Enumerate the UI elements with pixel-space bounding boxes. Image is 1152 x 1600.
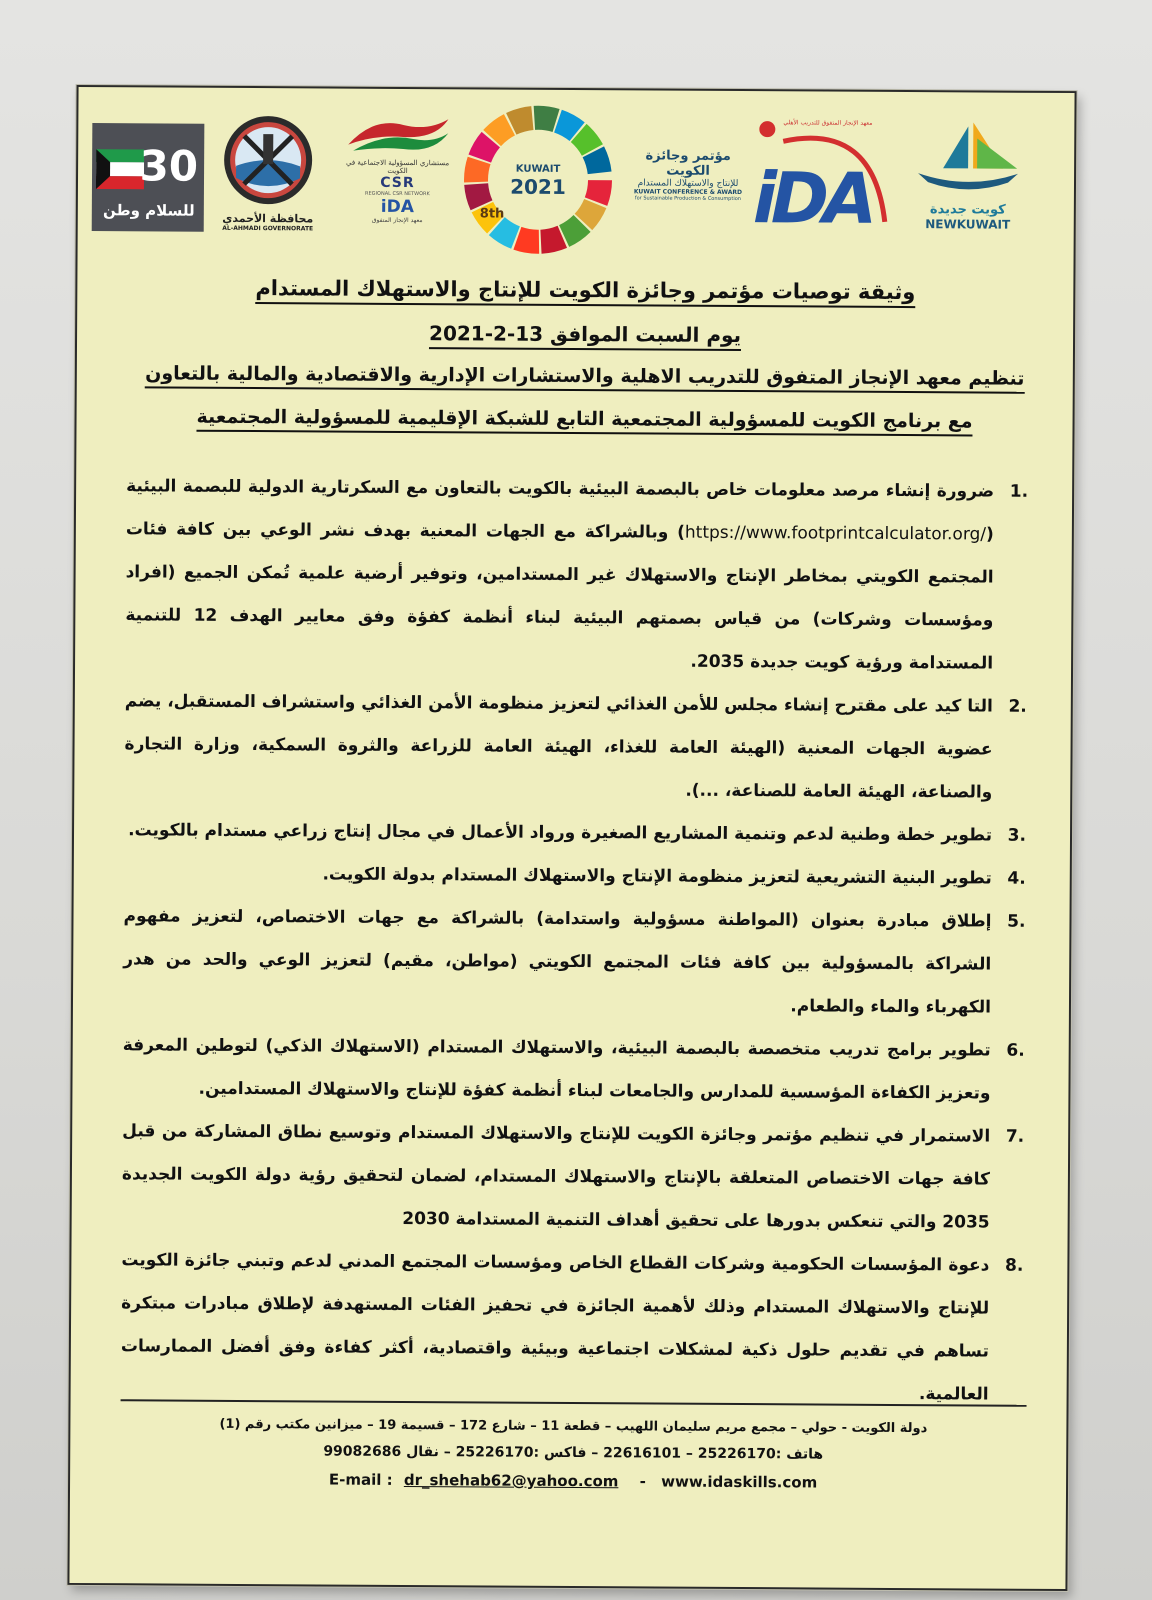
ahmadi-emblem-icon [222, 114, 315, 207]
item-number: .3 [1007, 825, 1027, 846]
badge-caption: للسلام وطن [102, 201, 195, 220]
item-text: دعوة المؤسسات الحكومية وشركات القطاع الخاص ومؤسسات المجتمع المدني لدعم وتبني جائزة الكويت للإنتاج والاستهلاك المستدام وذلك لأهمية الجائزة في تحفيز الفئات المستهدفة لإطلاق مبادرات مبتكرة تساهم في تقديم حلول ذكية لمشكلات اجتماعية وبيئية واقتصادية، أكثر كفاءة وفق أفضل الممارسات العالمية. [120, 1250, 990, 1405]
badge-number: 30 [139, 141, 199, 191]
recommendations-list [120, 465, 1028, 1416]
csr-bottom-text: معهد الإنجاز المتفوق [371, 216, 423, 225]
organizer-line-2: مع برنامج الكويت للمسؤولية المجتمعية التابع للشبكة الإقليمية للمسؤولية المجتمعية [137, 405, 1033, 432]
item-text: الاستمرار في تنظيم مؤتمر وجائزة الكويت للإنتاج والاستهلاك المستدام وتوسيع نطاق المشاركة من قبل كافة جهات الاختصاص المتعلقة بالإنتاج والاستهلاك المستدام، لضمان لتحقيق رؤية دولة الكويت الجديدة 2035 والتي تنعكس بدورها على تحقيق أهداف التنمية المستدامة 2030 [121, 1121, 991, 1233]
document-footer [120, 1399, 1027, 1499]
email-label: E-mail : [328, 1470, 393, 1489]
document-date: يوم السبت الموافق 13-2-2021 [137, 319, 1033, 348]
list-item [122, 1110, 1025, 1245]
conf-subtitle-ar: للإنتاج والاستهلاك المستدام [637, 178, 739, 190]
csr-ida-mark: iDA [380, 196, 414, 218]
kuwait-flag-icon [96, 149, 144, 189]
list-item [124, 680, 1027, 815]
list-item [125, 465, 1028, 686]
logo-conference-2021 [458, 99, 749, 266]
conf-title-ar: مؤتمر وجائزة الكويت [645, 148, 731, 179]
ida-top-text: معهد الإنجاز المتفوق للتدريب الأهلي [783, 119, 873, 127]
footer-separator: - [639, 1472, 646, 1491]
logo-ahmadi-governorate [218, 114, 319, 255]
list-item [124, 852, 1026, 901]
item-text: تطوير برامج تدريب متخصصة بالبصمة البيئية، والاستهلاك المستدام (الاستهلاك الذكي) لتوطين المعرفة وتعزيز الكفاءة المؤسسية للمدارس والجامعات لبناء أنظمة كفؤة للإنتاج والاستهلاك المستدامين. [122, 1035, 991, 1104]
item-number: .1 [1009, 481, 1029, 502]
footer-contact [120, 1463, 1026, 1499]
organizer-line-1: تنظيم معهد الإنجاز المتفوق للتدريب الاهلية والاستشارات الإدارية والاقتصادية والمالية بالتعاون [137, 362, 1033, 389]
item-number: .7 [1005, 1126, 1025, 1147]
csr-wing-icon [343, 115, 453, 156]
logo-csr-network [340, 115, 456, 256]
document-title: وثيقة توصيات مؤتمر وجائزة الكويت للإنتاج والاستهلاك المستدام [137, 275, 1033, 304]
footer-address: دولة الكويت - حولي – مجمع مريم سليمان اللهيب – قطعة 11 – شارع 172 – قسيمة 19 – ميزانين مكتب رقم (1) [219, 1416, 928, 1437]
list-item [120, 1239, 1023, 1417]
ida-wordmark: iDA [752, 157, 872, 240]
logo-strip [77, 93, 1074, 274]
conf-year-text: 2021 [510, 174, 566, 199]
ahmadi-caption-ar: محافظة الأحمدي [222, 211, 314, 226]
ahmadi-caption-en: AL-AHMADI GOVERNORATE [222, 224, 314, 233]
document-sheet [67, 85, 1076, 1591]
item-number: .8 [1005, 1255, 1024, 1276]
logo-ida [753, 111, 894, 257]
new-kuwait-ar: كويت جديدة [929, 202, 1006, 218]
conf-subtitle-en: for Sustainable Production & Consumption [634, 195, 741, 203]
new-kuwait-dhow-icon [913, 118, 1023, 199]
item-text: التا كيد على مقترح إنشاء مجلس للأمن الغذائي لتعزيز منظومة الأمن الغذائي واستشراف المستقبل، يضم عضوية الجهات المعنية (الهيئة العامة للغذاء، الهيئة العامة للزراعة والثروة السمكية، وزارة التجارة والصناعة، الهيئة العامة للصناعة، ...). [124, 691, 993, 803]
csr-label: CSR [380, 174, 415, 192]
item-text: تطوير البنية التشريعية لتعزيز منظومة الإنتاج والاستهلاك المستدام بدولة الكويت. [322, 864, 992, 889]
csr-top-text: مستشاري المسؤولية الاجتماعية في الكويت [346, 158, 450, 175]
logo-30-years [92, 123, 205, 232]
item-text: ضرورة إنشاء مرصد معلومات خاص بالبصمة البيئية بالكويت بالتعاون مع السكرتارية الدولية للبصمة البيئية (https://www.footprintcalculator.org/) وبالشراكة مع الجهات المعنية بهدف نشر الوعي بين كافة فئات المجتمع الكويتي بمخاطر الإنتاج والاستهلاك غير المستدامين، وتوفير أرضية علمية تُمكن الجميع (افراد ومؤسسات وشركات) من قياس بصمتهم البيئية لبناء أنظمة كفؤة وفق معايير الهدف 12 للتنمية المستدامة ورؤية كويت جديدة 2035. [125, 476, 995, 674]
item-text: إطلاق مبادرة بعنوان (المواطنة مسؤولية واستدامة) بالشراكة مع جهات الاختصاص، لتعزيز مفهوم الشراكة بالمسؤولية بين كافة فئات المجتمع الكويتي (مواطن، مقيم) لتعزيز الوعي والحد من هدر الكهرباء والماء والطعام. [123, 906, 992, 1018]
item-number: .6 [1006, 1040, 1025, 1061]
list-item [124, 809, 1026, 858]
item-number: .4 [1007, 868, 1026, 889]
item-number: .2 [1008, 696, 1027, 717]
footprint-url-link[interactable]: https://www.footprintcalculator.org/ [684, 522, 987, 545]
email-link[interactable]: dr_shehab62@yahoo.com [403, 1470, 619, 1491]
item-text: تطوير خطة وطنية لدعم وتنمية المشاريع الصغيرة ورواد الأعمال في مجال إنتاج زراعي مستدام بالكويت. [128, 820, 993, 846]
sdg-ring-icon [458, 99, 619, 260]
csr-sub-text: REGIONAL CSR NETWORK [365, 190, 430, 198]
logo-new-kuwait [908, 118, 1029, 259]
conf-kuwait-text: KUWAIT [515, 163, 561, 175]
footer-phones: هاتف :25226170 – 22616101 – فاكس :25226170 – نقال 99082686 [323, 1443, 824, 1463]
new-kuwait-en: NEWKUWAIT [925, 217, 1011, 232]
conf-title-en: KUWAIT CONFERENCE & AWARD [633, 188, 743, 197]
list-item [123, 895, 1026, 1030]
website-link[interactable]: www.idaskills.com [661, 1472, 818, 1492]
conf-8th-badge: 8th [479, 206, 505, 222]
list-item [122, 1024, 1025, 1116]
item-number: .5 [1007, 911, 1026, 932]
